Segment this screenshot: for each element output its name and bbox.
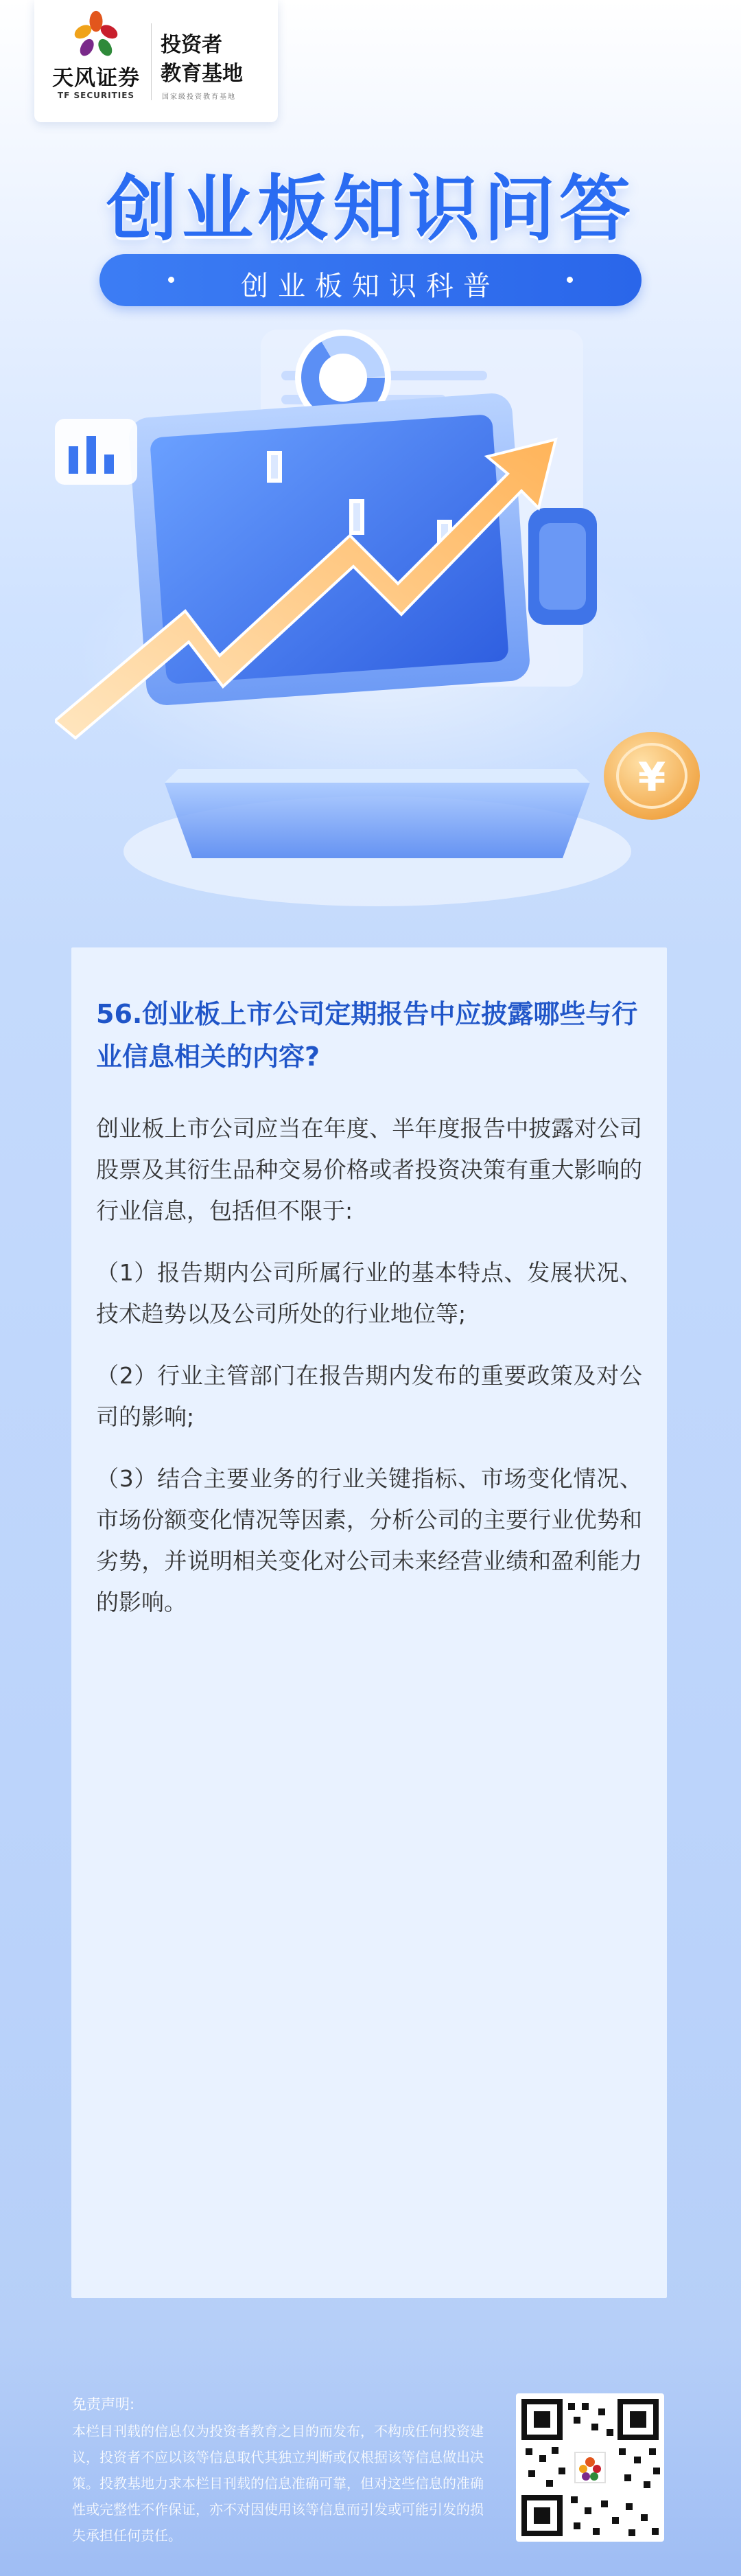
logo-company-sub: TF SECURITIES xyxy=(57,91,135,100)
subtitle-dot-right xyxy=(567,277,573,283)
hero-illustration xyxy=(55,302,700,934)
qr-code-graphic xyxy=(516,2393,664,2542)
logo-company-name: 天风证券 xyxy=(52,66,140,91)
pedestal-base xyxy=(124,769,631,906)
logo-base-line3: 国家级投资教育基地 xyxy=(162,93,236,101)
answer-item-3: （3）结合主要业务的行业关键指标、市场变化情况、市场份额变化情况等因素，分析公司的主要行业优势和劣势，并说明相关变化对公司未来经营业绩和盈利能力的影响。 xyxy=(96,1465,642,1615)
article-body xyxy=(96,993,642,1644)
yuan-coin-icon xyxy=(604,732,700,820)
wallet-clip xyxy=(528,508,597,625)
article-card xyxy=(71,947,667,2298)
footer-disclaimer xyxy=(0,2373,741,2576)
bar-chart-card xyxy=(55,419,137,485)
disclaimer-title: 免责声明: xyxy=(72,2396,135,2413)
question-heading: 56.创业板上市公司定期报告中应披露哪些与行业信息相关的内容? xyxy=(96,999,638,1072)
subtitle-pill xyxy=(99,254,642,306)
logo-base-line2: 教育基地 xyxy=(161,62,243,86)
page-title: 创业板知识问答 xyxy=(106,167,635,251)
tf-flower-logo-icon xyxy=(70,10,122,62)
svg-text:¥: ¥ xyxy=(637,754,666,801)
qr-code-icon[interactable] xyxy=(516,2393,664,2542)
subtitle-text: 创业板知识科普 xyxy=(241,271,500,302)
logo-base-line1: 投资者 xyxy=(161,33,222,57)
tablet-screen xyxy=(128,392,531,706)
disclaimer-text: 本栏目刊载的信息仅为投资者教育之目的而发布，不构成任何投资建议，投资者不应以该等信息取代其独立判断或仅根据该等信息做出决策。投教基地力求本栏目刊载的信息准确可靠，但对这些信息的准确性或完整性不作保证，亦不对因使用该等信息而引发或可能引发的损失承担任何责任。 xyxy=(72,2423,484,2544)
logo-divider xyxy=(151,23,152,100)
answer-item-2: （2）行业主管部门在报告期内发布的重要政策及对公司的影响; xyxy=(96,1362,642,1430)
logo-card xyxy=(34,0,278,122)
answer-item-1: （1）报告期内公司所属行业的基本特点、发展状况、技术趋势以及公司所处的行业地位等; xyxy=(96,1259,642,1327)
answer-paragraph: 创业板上市公司应当在年度、半年度报告中披露对公司股票及其衍生品种交易价格或者投资决策有重大影响的行业信息，包括但不限于: xyxy=(96,1115,642,1224)
